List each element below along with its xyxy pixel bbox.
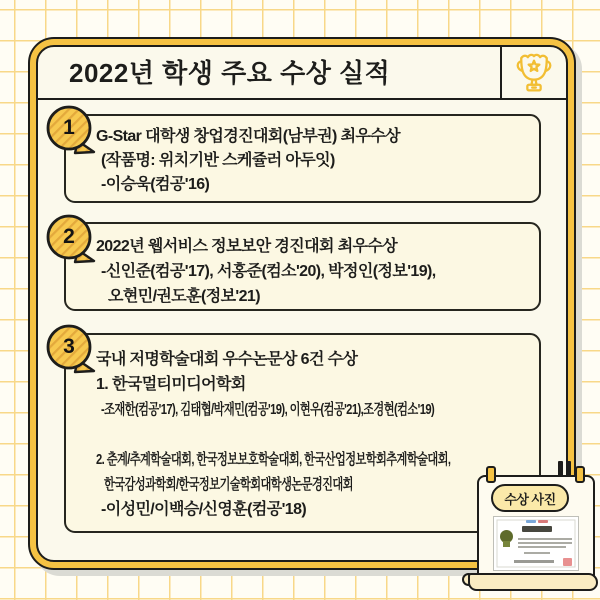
badge-3-number: 3 xyxy=(63,335,75,358)
paper-clip-right-icon xyxy=(575,466,585,483)
badge-2-number: 2 xyxy=(63,225,75,248)
award-3-line-5: 한국감성과학회/한국정보기술학회대학생논문경진대회 xyxy=(104,476,353,493)
photo-label: 수상 사진 xyxy=(491,484,569,512)
page-title: 2022년 학생 주요 수상 실적 xyxy=(69,58,391,88)
certificate-thumbnail xyxy=(493,516,579,571)
award-3-line-3: -조재한(컴공'17), 김태협/박재민(컴공'19), 이현우(컴공'21),조경현(컴소'19) xyxy=(101,401,435,418)
certificate-logo-icon xyxy=(526,520,548,523)
award-3-line-1: 국내 저명학술대회 우수논문상 6건 수상 xyxy=(96,351,358,368)
award-1-line-1: G-Star 대학생 창업경진대회(남부권) 최우수상 xyxy=(96,128,400,145)
award-2-line-2: -신인준(컴공'17), 서홍준(컴소'20), 박정인(정보'19), xyxy=(101,263,436,280)
red-stamp-icon xyxy=(563,558,572,566)
award-3-line-6: -이성민/이백승/신영훈(컴공'18) xyxy=(101,501,307,518)
badge-1-number: 1 xyxy=(63,116,75,139)
award-1-line-3: -이승욱(컴공'16) xyxy=(101,176,210,193)
award-2-line-3: 오현민/권도훈(정보'21) xyxy=(108,288,260,305)
page-curl xyxy=(468,573,598,591)
award-1-line-2: (작품명: 위치기반 스케쥴러 아두잇) xyxy=(101,152,335,169)
paper-clip-left-icon xyxy=(486,466,496,483)
certificate-title-bar xyxy=(522,526,552,532)
award-2-line-1: 2022년 웹서비스 정보보안 경진대회 최우수상 xyxy=(96,238,398,255)
medal-ribbon-icon xyxy=(500,530,513,543)
award-3-line-2: 1. 한국멀티미디어학회 xyxy=(96,376,246,393)
award-3-line-4: 2. 춘계/추계학술대회, 한국정보보호학술대회, 한국산업정보학회추계학술대회, xyxy=(96,451,451,468)
